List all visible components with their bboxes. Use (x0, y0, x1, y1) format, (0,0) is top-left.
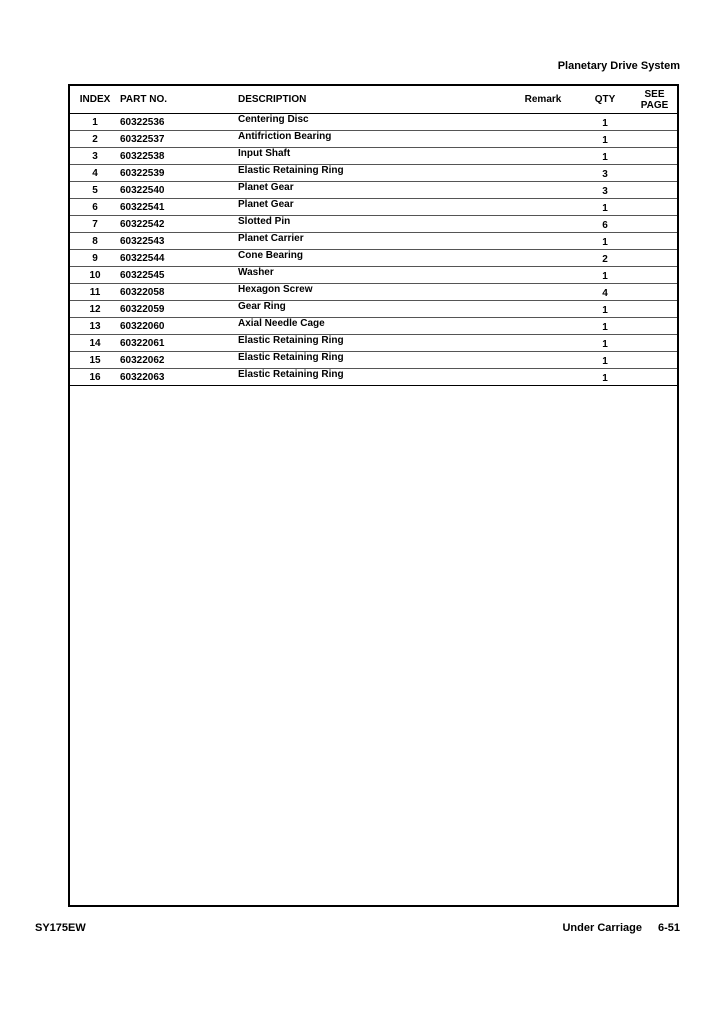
cell-qty (578, 114, 632, 131)
cell-see-page (632, 216, 677, 233)
cell-see-page (632, 369, 677, 386)
cell-description-text: Planet Gear (238, 198, 294, 210)
cell-index-text: 14 (89, 337, 101, 349)
see-page-line1: SEE (644, 88, 665, 100)
cell-part-no (120, 199, 238, 216)
cell-index (70, 284, 120, 301)
cell-index-text: 10 (89, 269, 101, 281)
cell-remark (508, 165, 578, 182)
cell-part-no (120, 369, 238, 386)
cell-qty-text: 1 (602, 236, 608, 248)
cell-part-no-text: 60322543 (120, 235, 165, 247)
cell-qty (578, 335, 632, 352)
cell-part-no (120, 216, 238, 233)
cell-description-text: Antifriction Bearing (238, 130, 332, 142)
cell-index (70, 267, 120, 284)
cell-description (238, 114, 508, 131)
cell-see-page (632, 301, 677, 318)
table-row (70, 369, 677, 386)
cell-description (238, 250, 508, 267)
cell-see-page (632, 233, 677, 250)
table-row (70, 233, 677, 250)
cell-index-text: 13 (89, 320, 101, 332)
cell-index (70, 182, 120, 199)
cell-part-no (120, 352, 238, 369)
cell-remark (508, 216, 578, 233)
cell-qty (578, 352, 632, 369)
table-row (70, 335, 677, 352)
cell-index (70, 335, 120, 352)
cell-index (70, 199, 120, 216)
cell-description-text: Elastic Retaining Ring (238, 334, 344, 346)
cell-remark (508, 267, 578, 284)
table-row (70, 148, 677, 165)
column-header-part-no: PART NO. (120, 86, 238, 114)
cell-index-text: 2 (92, 133, 98, 145)
cell-index (70, 165, 120, 182)
cell-see-page (632, 114, 677, 131)
cell-part-no-text: 60322537 (120, 133, 165, 145)
cell-description-text: Slotted Pin (238, 215, 291, 227)
table-row (70, 199, 677, 216)
cell-see-page (632, 335, 677, 352)
footer-page-number: 6-51 (657, 922, 680, 934)
cell-qty-text: 1 (602, 270, 608, 282)
cell-remark (508, 114, 578, 131)
cell-index-text: 4 (92, 167, 98, 179)
table-row (70, 165, 677, 182)
footer-section: Under Carriage (562, 922, 642, 934)
cell-remark (508, 335, 578, 352)
cell-index-text: 9 (92, 252, 98, 264)
cell-qty (578, 369, 632, 386)
cell-remark (508, 250, 578, 267)
cell-qty (578, 301, 632, 318)
cell-part-no-text: 60322061 (120, 337, 165, 349)
cell-qty-text: 1 (602, 202, 608, 214)
cell-part-no (120, 165, 238, 182)
cell-qty (578, 267, 632, 284)
cell-description-text: Planet Gear (238, 181, 294, 193)
cell-see-page (632, 352, 677, 369)
cell-index-text: 7 (92, 218, 98, 230)
cell-part-no (120, 131, 238, 148)
footer-section-page (562, 922, 680, 934)
cell-description (238, 131, 508, 148)
cell-qty-text: 1 (602, 372, 608, 384)
cell-part-no (120, 182, 238, 199)
cell-part-no (120, 318, 238, 335)
cell-description-text: Cone Bearing (238, 249, 304, 261)
cell-part-no-text: 60322536 (120, 116, 165, 128)
cell-see-page (632, 267, 677, 284)
table-row (70, 114, 677, 131)
cell-remark (508, 199, 578, 216)
cell-remark (508, 131, 578, 148)
cell-qty (578, 233, 632, 250)
cell-qty (578, 165, 632, 182)
cell-qty-text: 2 (602, 253, 608, 265)
table-row (70, 284, 677, 301)
cell-qty (578, 199, 632, 216)
cell-description (238, 165, 508, 182)
table-row (70, 216, 677, 233)
cell-description-text: Hexagon Screw (238, 283, 313, 295)
cell-qty-text: 1 (602, 304, 608, 316)
cell-index-text: 1 (92, 116, 98, 128)
cell-index-text: 6 (92, 201, 98, 213)
see-page-line2: PAGE (640, 99, 669, 111)
cell-description-text: Axial Needle Cage (238, 317, 325, 329)
cell-part-no-text: 60322538 (120, 150, 165, 162)
parts-list-frame (68, 84, 679, 907)
cell-qty-text: 3 (602, 185, 608, 197)
column-header-description: DESCRIPTION (238, 86, 508, 114)
cell-part-no-text: 60322539 (120, 167, 165, 179)
cell-part-no-text: 60322062 (120, 354, 165, 366)
cell-description (238, 182, 508, 199)
cell-index (70, 148, 120, 165)
cell-description (238, 369, 508, 386)
cell-index-text: 5 (92, 184, 98, 196)
cell-index (70, 131, 120, 148)
cell-qty (578, 284, 632, 301)
cell-qty (578, 250, 632, 267)
cell-remark (508, 182, 578, 199)
cell-description-text: Washer (238, 266, 274, 278)
footer-model: SY175EW (35, 922, 86, 934)
cell-part-no-text: 60322059 (120, 303, 165, 315)
cell-description (238, 284, 508, 301)
cell-description (238, 267, 508, 284)
cell-part-no-text: 60322060 (120, 320, 165, 332)
cell-qty (578, 148, 632, 165)
column-header-index: INDEX (70, 86, 120, 114)
column-header-qty: QTY (578, 86, 632, 114)
cell-part-no-text: 60322542 (120, 218, 165, 230)
cell-remark (508, 284, 578, 301)
cell-qty-text: 1 (602, 134, 608, 146)
table-row (70, 182, 677, 199)
cell-part-no-text: 60322541 (120, 201, 165, 213)
column-header-see-page (632, 86, 677, 114)
cell-description-text: Gear Ring (238, 300, 286, 312)
cell-index-text: 16 (89, 371, 101, 383)
cell-remark (508, 148, 578, 165)
cell-part-no (120, 250, 238, 267)
cell-index (70, 301, 120, 318)
cell-qty-text: 1 (602, 151, 608, 163)
cell-index (70, 352, 120, 369)
cell-qty (578, 131, 632, 148)
cell-description (238, 148, 508, 165)
cell-part-no-text: 60322544 (120, 252, 165, 264)
cell-see-page (632, 199, 677, 216)
table-header-row (70, 86, 677, 114)
cell-qty (578, 318, 632, 335)
cell-see-page (632, 250, 677, 267)
cell-qty-text: 1 (602, 355, 608, 367)
cell-remark (508, 301, 578, 318)
column-header-remark: Remark (508, 86, 578, 114)
cell-qty-text: 1 (602, 117, 608, 129)
cell-part-no (120, 233, 238, 250)
table-row (70, 131, 677, 148)
cell-description (238, 233, 508, 250)
cell-index (70, 216, 120, 233)
cell-qty (578, 182, 632, 199)
parts-table-body (70, 114, 677, 386)
cell-part-no (120, 114, 238, 131)
cell-description (238, 301, 508, 318)
cell-qty-text: 4 (602, 287, 608, 299)
cell-description (238, 216, 508, 233)
cell-description (238, 318, 508, 335)
cell-index (70, 250, 120, 267)
cell-see-page (632, 148, 677, 165)
table-row (70, 267, 677, 284)
cell-index (70, 318, 120, 335)
cell-qty (578, 216, 632, 233)
cell-description-text: Elastic Retaining Ring (238, 368, 344, 380)
cell-description-text: Elastic Retaining Ring (238, 351, 344, 363)
cell-description (238, 335, 508, 352)
cell-see-page (632, 284, 677, 301)
cell-index-text: 15 (89, 354, 101, 366)
page-header-title: Planetary Drive System (557, 60, 680, 72)
table-row (70, 352, 677, 369)
cell-part-no (120, 267, 238, 284)
cell-part-no (120, 335, 238, 352)
table-row (70, 250, 677, 267)
cell-qty-text: 1 (602, 338, 608, 350)
cell-part-no-text: 60322540 (120, 184, 165, 196)
cell-part-no-text: 60322058 (120, 286, 165, 298)
cell-index-text: 11 (89, 286, 101, 298)
table-row (70, 318, 677, 335)
cell-description-text: Input Shaft (238, 147, 291, 159)
cell-index (70, 114, 120, 131)
cell-qty-text: 6 (602, 219, 608, 231)
cell-remark (508, 318, 578, 335)
cell-see-page (632, 131, 677, 148)
cell-part-no-text: 60322545 (120, 269, 165, 281)
table-row (70, 301, 677, 318)
cell-index (70, 369, 120, 386)
cell-description (238, 199, 508, 216)
parts-table (70, 86, 677, 386)
cell-description-text: Centering Disc (238, 113, 309, 125)
cell-index (70, 233, 120, 250)
cell-qty-text: 1 (602, 321, 608, 333)
cell-part-no (120, 284, 238, 301)
cell-see-page (632, 165, 677, 182)
cell-part-no (120, 148, 238, 165)
cell-part-no-text: 60322063 (120, 371, 165, 383)
cell-index-text: 3 (92, 150, 98, 162)
cell-remark (508, 369, 578, 386)
cell-qty-text: 3 (602, 168, 608, 180)
cell-index-text: 12 (89, 303, 101, 315)
cell-description (238, 352, 508, 369)
cell-see-page (632, 182, 677, 199)
cell-see-page (632, 318, 677, 335)
cell-description-text: Planet Carrier (238, 232, 304, 244)
cell-remark (508, 233, 578, 250)
cell-description-text: Elastic Retaining Ring (238, 164, 344, 176)
cell-index-text: 8 (92, 235, 98, 247)
cell-part-no (120, 301, 238, 318)
cell-remark (508, 352, 578, 369)
